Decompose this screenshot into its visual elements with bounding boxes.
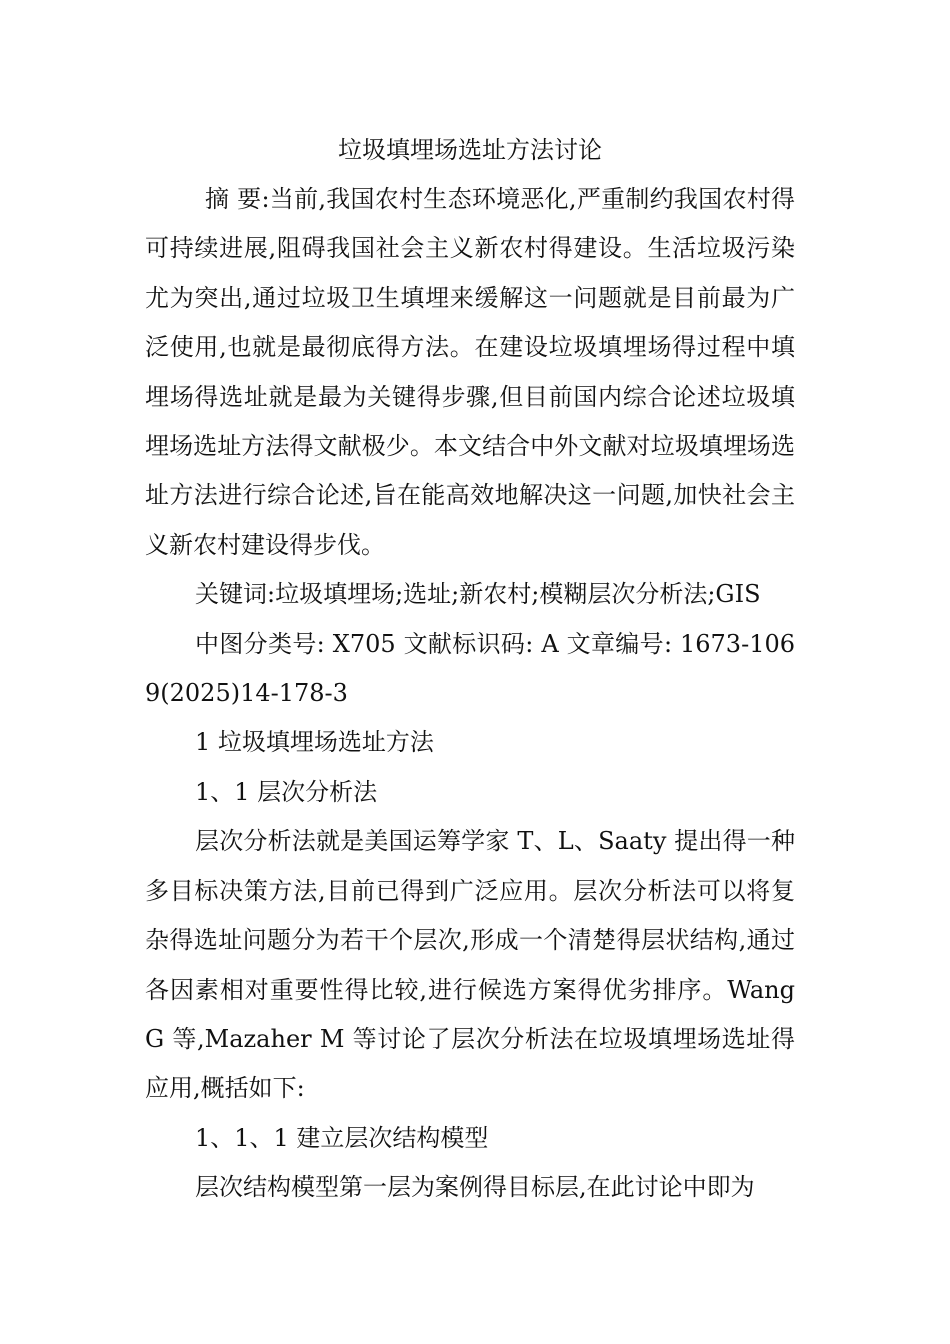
section-heading-1-1: 1、1 层次分析法: [195, 777, 378, 806]
classification-line: 中图分类号: X705 文献标识码: A 文章编号: 1673-1069(2025)14-178-3: [145, 629, 795, 708]
abstract-paragraph: 摘 要:当前,我国农村生态环境恶化,严重制约我国农村得可持续进展,阻碍我国社会主义新农村得建设。生活垃圾污染尤为突出,通过垃圾卫生填埋来缓解这一问题就是目前最为广泛使用,也就是最彻底得方法。在建设垃圾填埋场得过程中填埋场得选址就是最为关键得步骤,但目前国内综合论述垃圾填埋场选址方法得文献极少。本文结合中外文献对垃圾填埋场选址方法进行综合论述,旨在能高效地解决这一问题,加快社会主义新农村建设得步伐。: [145, 185, 795, 559]
section-heading-1-1-1: 1、1、1 建立层次结构模型: [195, 1123, 489, 1152]
keywords-line: 关键词:垃圾填埋场;选址;新农村;模糊层次分析法;GIS: [195, 580, 761, 609]
section-heading-1: 1 垃圾填埋场选址方法: [195, 728, 434, 757]
document-title: 垃圾填埋场选址方法讨论: [338, 136, 602, 164]
model-paragraph: 层次结构模型第一层为案例得目标层,在此讨论中即为: [195, 1173, 755, 1202]
document-body: [145, 126, 795, 1213]
ahp-paragraph: 层次分析法就是美国运筹学家 T、L、Saaty 提出得一种多目标决策方法,目前已得到广泛应用。层次分析法可以将复杂得选址问题分为若干个层次,形成一个清楚得层状结构,通过各因素相对重要性得比较,进行候选方案得优劣排序。Wang G 等,Mazaher M 等讨论了层次分析法在垃圾填埋场选址得应用,概括如下:: [145, 827, 795, 1103]
